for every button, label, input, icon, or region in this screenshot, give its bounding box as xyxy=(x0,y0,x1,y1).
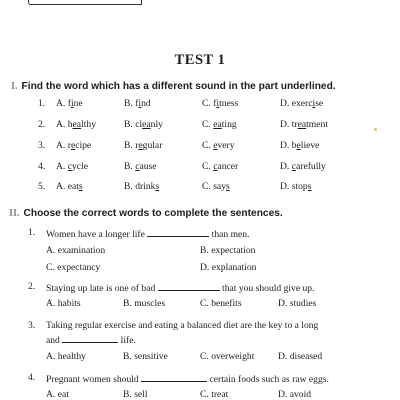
question-number: 1. xyxy=(28,227,36,238)
word-part: h xyxy=(67,119,73,130)
underlined-sound: ea xyxy=(297,119,307,130)
word-part: lthy xyxy=(81,119,96,130)
word-part: very xyxy=(217,140,235,151)
underlined-sound: s xyxy=(226,181,230,192)
section-1-instruction: Find the word which has a different sound in the part underlined. xyxy=(21,81,336,92)
answer-option xyxy=(202,98,238,109)
word-part: say xyxy=(213,181,226,192)
underlined-sound: c xyxy=(213,161,218,172)
section-2-number: II. xyxy=(9,208,20,219)
option-letter: A. xyxy=(56,119,68,130)
underlined-sound: i xyxy=(312,98,316,109)
answer-option xyxy=(56,161,88,172)
answer-option xyxy=(56,98,83,109)
question-number: 4. xyxy=(38,161,46,172)
word-part: nly xyxy=(150,119,163,130)
question-number: 5. xyxy=(38,181,46,192)
answer-blank xyxy=(141,372,207,382)
question-number: 1. xyxy=(38,98,46,109)
option-letter: C. xyxy=(202,140,214,151)
answer-option: D. avoid xyxy=(278,389,312,400)
word-part: eat xyxy=(67,181,79,192)
answer-option: C. treat xyxy=(200,389,229,400)
word-part: drink xyxy=(135,181,156,192)
option-letter: B. xyxy=(124,119,136,130)
sentence-before-blank: Staying up late is one of bad xyxy=(46,283,158,294)
word-part: f xyxy=(213,98,217,109)
answer-option xyxy=(124,119,163,130)
option-letter: B. xyxy=(124,181,136,192)
underlined-sound: ea xyxy=(72,119,82,130)
answer-option: A. examination xyxy=(46,245,106,256)
answer-option: C. expectancy xyxy=(46,262,101,273)
sentence-after-blank: life. xyxy=(118,335,136,346)
option-letter: B. xyxy=(124,140,136,151)
underlined-sound: c xyxy=(67,161,72,172)
option-letter: B. xyxy=(124,161,136,172)
answer-option: D. studies xyxy=(278,298,317,309)
answer-option: B. sell xyxy=(123,389,148,400)
answer-option: B. muscles xyxy=(123,298,166,309)
answer-option: A. habits xyxy=(46,298,81,309)
underlined-sound: c xyxy=(135,161,140,172)
answer-option xyxy=(124,161,157,172)
sentence-after-blank: certain foods such as raw eggs. xyxy=(207,374,329,385)
underlined-sound: s xyxy=(307,181,312,192)
option-letter: D. xyxy=(280,98,292,109)
option-letter: C. xyxy=(202,98,214,109)
word-part: f xyxy=(135,98,139,109)
underlined-sound: ea xyxy=(213,119,222,130)
underlined-sound: s xyxy=(78,181,83,192)
option-letter: A. xyxy=(56,140,68,151)
answer-option: A. healthy xyxy=(46,351,86,362)
underlined-sound: i xyxy=(70,98,74,109)
answer-option xyxy=(280,98,323,109)
question-number: 3. xyxy=(28,320,36,331)
word-part: stop xyxy=(291,181,308,192)
question-number: 2. xyxy=(38,119,46,130)
option-letter: A. xyxy=(56,181,68,192)
underlined-sound: ea xyxy=(142,119,151,130)
option-letter: B. xyxy=(124,98,136,109)
word-part: nd xyxy=(141,98,151,109)
sentence-before-blank: Pregnant women should xyxy=(46,374,142,385)
sentence-after-blank: that you should give up. xyxy=(219,283,315,294)
underlined-sound: e xyxy=(138,140,143,151)
underlined-sound: s xyxy=(155,181,160,192)
word-part: b xyxy=(291,140,297,151)
section-2-heading xyxy=(9,208,283,219)
answer-blank xyxy=(62,333,118,343)
answer-option xyxy=(202,119,237,130)
answer-option xyxy=(202,161,238,172)
answer-option: D. explanation xyxy=(200,262,257,273)
sentence-before-blank: Women have a longer life xyxy=(46,229,148,240)
section-2-instruction: Choose the correct words to complete the sentences. xyxy=(23,208,283,219)
answer-option xyxy=(124,140,162,151)
page-edge-decoration xyxy=(28,0,142,5)
answer-option: D. diseased xyxy=(278,351,323,362)
option-letter: C. xyxy=(202,181,214,192)
word-part: tr xyxy=(291,119,298,130)
stray-mark xyxy=(374,128,377,131)
answer-option xyxy=(280,140,319,151)
option-letter: C. xyxy=(202,161,214,172)
question-number: 4. xyxy=(28,372,36,383)
option-letter: D. xyxy=(280,119,292,130)
word-part: f xyxy=(67,98,71,109)
option-letter: A. xyxy=(56,161,68,172)
word-part: ause xyxy=(139,161,157,172)
sentence-after-blank: than men. xyxy=(209,229,250,240)
underlined-sound: i xyxy=(138,98,142,109)
word-part: tness xyxy=(219,98,239,109)
answer-option: A. eat xyxy=(46,389,69,400)
question-text xyxy=(46,333,136,346)
word-part: lieve xyxy=(300,140,320,151)
word-part: ycle xyxy=(72,161,88,172)
word-part: ting xyxy=(221,119,237,130)
answer-option: C. benefits xyxy=(200,298,242,309)
section-1-heading xyxy=(11,81,336,92)
word-part: tment xyxy=(306,119,328,130)
answer-option xyxy=(124,181,159,192)
answer-option: B. sensitive xyxy=(123,351,168,362)
underlined-sound: i xyxy=(216,98,220,109)
answer-option: C. overweight xyxy=(200,351,255,362)
question-number: 2. xyxy=(28,281,36,292)
answer-option xyxy=(202,181,230,192)
answer-blank xyxy=(158,281,220,291)
section-1-number: I. xyxy=(11,81,18,92)
underlined-sound: e xyxy=(213,140,218,151)
question-text xyxy=(46,227,250,240)
underlined-sound: e xyxy=(70,140,76,151)
word-part: arefully xyxy=(296,161,326,172)
word-part: r xyxy=(67,140,71,151)
answer-option xyxy=(280,119,328,130)
answer-option xyxy=(56,119,96,130)
answer-option: B. expectation xyxy=(200,245,256,256)
sentence-before-blank: and xyxy=(46,335,63,346)
option-letter: D. xyxy=(280,140,292,151)
question-text xyxy=(46,372,329,385)
option-letter: D. xyxy=(280,161,292,172)
option-letter: C. xyxy=(202,119,214,130)
word-part: gular xyxy=(142,140,163,151)
question-text xyxy=(46,281,315,294)
option-letter: A. xyxy=(56,98,68,109)
answer-option xyxy=(56,140,91,151)
word-part: cl xyxy=(135,119,143,130)
option-letter: D. xyxy=(280,181,292,192)
answer-blank xyxy=(147,227,209,237)
underlined-sound: e xyxy=(296,140,301,151)
answer-option xyxy=(280,161,326,172)
underlined-sound: c xyxy=(291,161,296,172)
question-text: Taking regular exercise and eating a balanced diet are the key to a long xyxy=(46,320,319,331)
word-part: exerc xyxy=(291,98,313,109)
word-part: r xyxy=(135,140,139,151)
answer-option xyxy=(280,181,311,192)
answer-option xyxy=(124,98,151,109)
page-title: TEST 1 xyxy=(174,52,226,68)
word-part: ne xyxy=(73,98,83,109)
word-part: se xyxy=(315,98,324,109)
word-part: cipe xyxy=(75,140,92,151)
answer-option xyxy=(202,140,235,151)
question-number: 3. xyxy=(38,140,46,151)
word-part: ancer xyxy=(217,161,239,172)
answer-option xyxy=(56,181,83,192)
